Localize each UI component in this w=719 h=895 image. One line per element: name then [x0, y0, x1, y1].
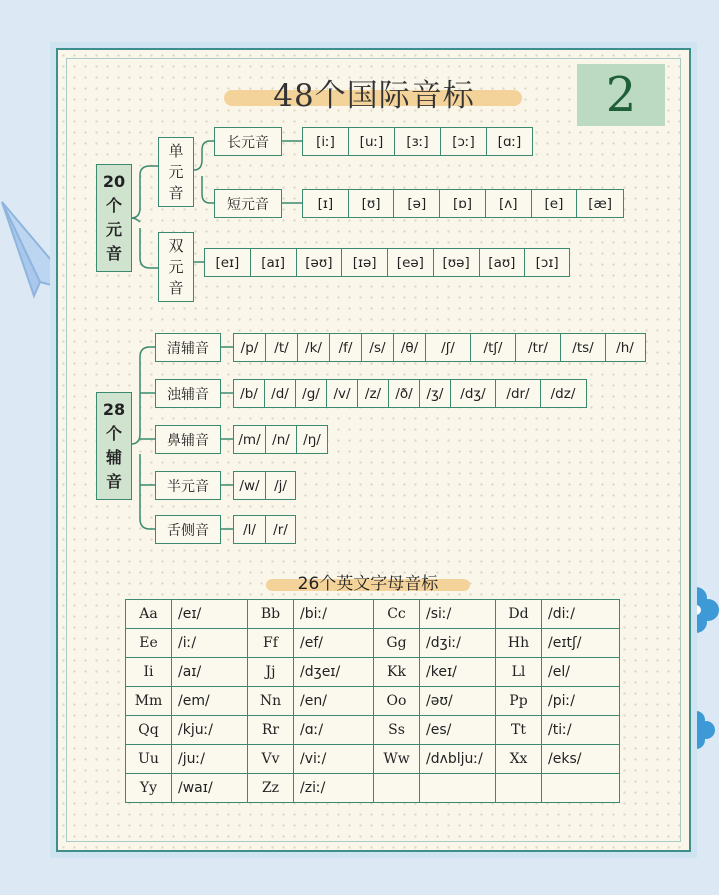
phonetic-cell: /tiː/: [542, 716, 620, 745]
symbol-cell: /j/: [274, 477, 287, 494]
letter-cell: Rr: [248, 716, 294, 745]
symbol-cell: [ɑː]: [497, 133, 522, 150]
letter-cell: Oo: [374, 687, 420, 716]
phonetic-cell: [542, 774, 620, 803]
phonetic-cell: /dʒeɪ/: [294, 658, 374, 687]
symbol-cell: [iː]: [303, 128, 349, 155]
symbol-cell: [ʌ]: [486, 190, 532, 217]
voiced-row: [233, 379, 587, 408]
phonetic-cell: /eɪtʃ/: [542, 629, 620, 658]
page-number: 2: [605, 67, 637, 123]
symbol-cell: [æ]: [588, 195, 613, 212]
symbol-cell: /ð/: [389, 380, 420, 407]
symbol-cell: [ɪ]: [303, 190, 349, 217]
symbol-cell: /t/: [266, 334, 298, 361]
symbol-cell: [əʊ]: [297, 249, 343, 276]
symbol-cell: /tr/: [516, 334, 561, 361]
letter-cell: Aa: [126, 600, 172, 629]
letter-cell: Kk: [374, 658, 420, 687]
phonetic-cell: /el/: [542, 658, 620, 687]
symbol-cell: /l/: [234, 516, 266, 543]
symbol-cell: /dz/: [550, 385, 576, 402]
short-vowel-label: 短元音: [214, 189, 282, 218]
symbol-cell: /k/: [298, 334, 330, 361]
phonetic-cell: /dʌbljuː/: [420, 745, 496, 774]
letter-cell: Gg: [374, 629, 420, 658]
long-vowel-row: [302, 127, 533, 156]
symbol-cell: /f/: [330, 334, 362, 361]
phonetic-cell: /iː/: [172, 629, 248, 658]
phonetic-cell: [420, 774, 496, 803]
symbol-cell: /tʃ/: [471, 334, 516, 361]
label-char: 单: [168, 141, 184, 160]
symbol-cell: /ʃ/: [426, 334, 471, 361]
letter-cell: Ll: [496, 658, 542, 687]
phonetic-cell: /es/: [420, 716, 496, 745]
symbol-cell: /ŋ/: [303, 431, 321, 448]
label-char: 辅: [105, 448, 122, 467]
symbol-cell: /dʒ/: [451, 380, 496, 407]
table-row: [126, 716, 620, 745]
voiceless-row: [233, 333, 646, 362]
letter-cell: Nn: [248, 687, 294, 716]
table-row: [126, 774, 620, 803]
symbol-cell: /dr/: [496, 380, 541, 407]
symbol-cell: /z/: [358, 380, 389, 407]
symbol-cell: /m/: [234, 426, 266, 453]
symbol-cell: /r/: [273, 521, 288, 538]
letter-cell: Ee: [126, 629, 172, 658]
consonant-group-label: [96, 392, 132, 500]
phonetic-cell: /biː/: [294, 600, 374, 629]
semivowel-label: 半元音: [155, 471, 221, 500]
label-char: 元: [168, 162, 184, 181]
label-char: 音: [105, 472, 122, 491]
phonetic-cell: /eɪ/: [172, 600, 248, 629]
alphabet-title-block: [262, 569, 474, 593]
symbol-cell: [e]: [532, 190, 578, 217]
symbol-cell: /d/: [265, 380, 296, 407]
symbol-cell: /θ/: [394, 334, 426, 361]
label-char: 音: [168, 278, 184, 297]
phonetic-cell: /keɪ/: [420, 658, 496, 687]
letter-cell: Hh: [496, 629, 542, 658]
letter-cell: Yy: [126, 774, 172, 803]
symbol-cell: [ɔɪ]: [535, 254, 559, 271]
symbol-cell: [ʊə]: [434, 249, 480, 276]
phonetic-cell: /em/: [172, 687, 248, 716]
label-char: 元: [168, 257, 184, 276]
symbol-cell: /ts/: [561, 334, 606, 361]
label-char: 20: [102, 172, 126, 191]
table-row: [126, 600, 620, 629]
phonetic-cell: /ziː/: [294, 774, 374, 803]
lateral-label: 舌侧音: [155, 515, 221, 544]
phonetic-cell: /ef/: [294, 629, 374, 658]
diphthong-row: [204, 248, 570, 277]
phonetic-cell: /aɪ/: [172, 658, 248, 687]
nasal-label: 鼻辅音: [155, 425, 221, 454]
label-char: 音: [105, 244, 122, 263]
letter-cell: Pp: [496, 687, 542, 716]
letter-cell: Cc: [374, 600, 420, 629]
voiceless-label: 清辅音: [155, 333, 221, 362]
label-char: 双: [168, 236, 184, 255]
phonetic-cell: /piː/: [542, 687, 620, 716]
label-char: 元: [105, 220, 122, 239]
label-char: 音: [168, 183, 184, 202]
symbol-cell: /p/: [234, 334, 266, 361]
letter-cell: Ii: [126, 658, 172, 687]
letter-cell: Ff: [248, 629, 294, 658]
phonetic-cell: /dʒiː/: [420, 629, 496, 658]
lateral-row: [233, 515, 296, 544]
phonetic-cell: /kjuː/: [172, 716, 248, 745]
symbol-cell: /ʒ/: [420, 380, 451, 407]
symbol-cell: [eɪ]: [205, 249, 251, 276]
short-vowel-row: [302, 189, 624, 218]
monophthong-label: [158, 137, 194, 207]
alphabet-table: [125, 599, 620, 803]
symbol-cell: [ə]: [394, 190, 440, 217]
letter-cell: Vv: [248, 745, 294, 774]
table-row: [126, 629, 620, 658]
symbol-cell: /s/: [362, 334, 394, 361]
letter-cell: Tt: [496, 716, 542, 745]
letter-cell: Zz: [248, 774, 294, 803]
label-char: 28: [102, 400, 126, 419]
symbol-cell: [ɔː]: [441, 128, 487, 155]
letter-cell: Qq: [126, 716, 172, 745]
nasal-row: [233, 425, 328, 454]
letter-cell: Ww: [374, 745, 420, 774]
phonetic-cell: /en/: [294, 687, 374, 716]
phonetic-cell: /juː/: [172, 745, 248, 774]
letter-cell: Dd: [496, 600, 542, 629]
table-row: [126, 745, 620, 774]
letter-cell: Jj: [248, 658, 294, 687]
letter-cell: Ss: [374, 716, 420, 745]
phonetic-cell: /ɑː/: [294, 716, 374, 745]
semivowel-row: [233, 471, 296, 500]
table-row: [126, 687, 620, 716]
symbol-cell: /b/: [234, 380, 265, 407]
phonetic-cell: /diː/: [542, 600, 620, 629]
symbol-cell: /n/: [266, 426, 297, 453]
symbol-cell: [ɒ]: [440, 190, 486, 217]
label-char: 个: [105, 196, 122, 215]
phonetic-cell: /waɪ/: [172, 774, 248, 803]
symbol-cell: [ɜː]: [395, 128, 441, 155]
table-row: [126, 658, 620, 687]
label-char: 个: [105, 424, 122, 443]
letter-cell: Uu: [126, 745, 172, 774]
symbol-cell: [uː]: [349, 128, 395, 155]
symbol-cell: [aɪ]: [251, 249, 297, 276]
diphthong-label: [158, 232, 194, 302]
letter-cell: Mm: [126, 687, 172, 716]
phonetic-cell: /siː/: [420, 600, 496, 629]
letter-cell: [496, 774, 542, 803]
alphabet-title: 26个英文字母音标: [297, 574, 439, 594]
symbol-cell: [ʊ]: [349, 190, 395, 217]
symbol-cell: [eə]: [388, 249, 434, 276]
voiced-label: 浊辅音: [155, 379, 221, 408]
phonetic-cell: /viː/: [294, 745, 374, 774]
letter-cell: Xx: [496, 745, 542, 774]
symbol-cell: [aʊ]: [480, 249, 526, 276]
symbol-cell: /w/: [234, 472, 266, 499]
long-vowel-label: 长元音: [214, 127, 282, 156]
symbol-cell: /g/: [296, 380, 327, 407]
symbol-cell: [ɪə]: [342, 249, 388, 276]
symbol-cell: /h/: [616, 339, 634, 356]
page-title: 48个国际音标: [273, 78, 475, 114]
symbol-cell: /v/: [327, 380, 358, 407]
letter-cell: Bb: [248, 600, 294, 629]
vowel-group-label: [96, 164, 132, 272]
phonetic-cell: /əʊ/: [420, 687, 496, 716]
phonetic-cell: /eks/: [542, 745, 620, 774]
letter-cell: [374, 774, 420, 803]
